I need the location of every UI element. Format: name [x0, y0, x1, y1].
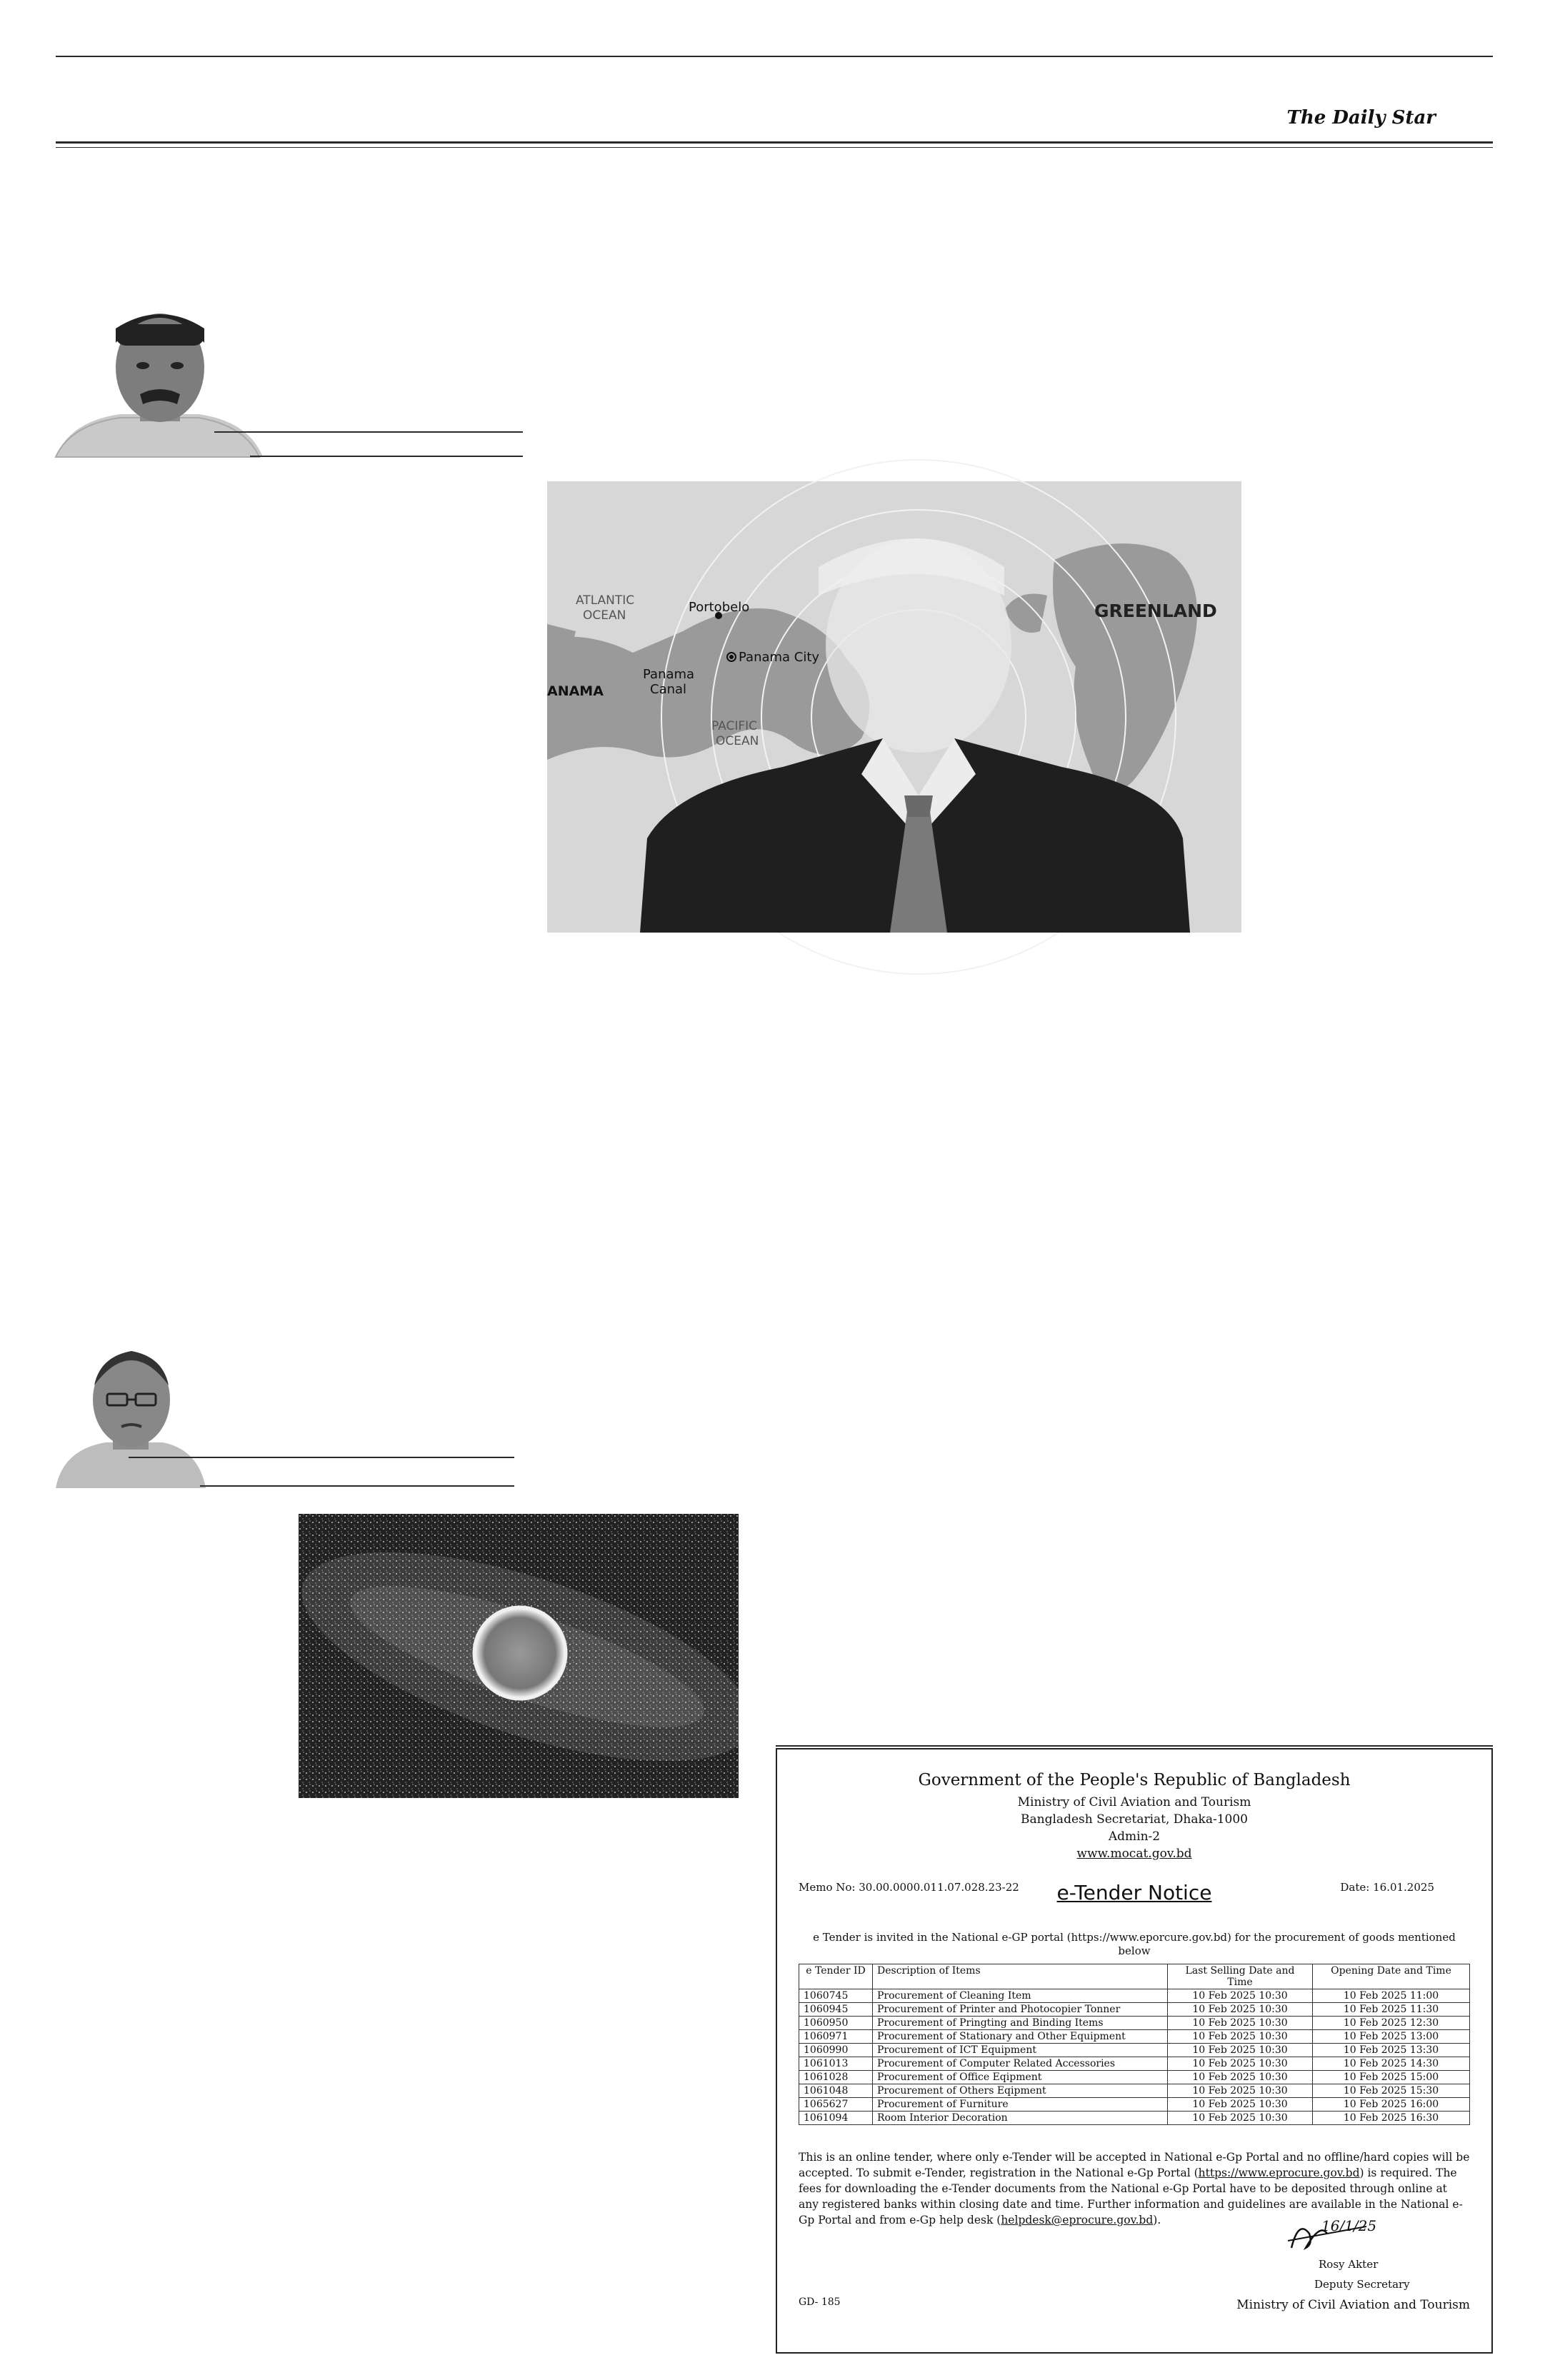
cell-id: 1061013	[799, 2057, 873, 2071]
table-row	[799, 2044, 1470, 2057]
cell-desc: Procurement of Office Eqipment	[873, 2071, 1168, 2084]
cell-open: 10 Feb 2025 12:30	[1313, 2017, 1470, 2030]
notice-body-text-3: ).	[1153, 2214, 1161, 2226]
col-tender-id: e Tender ID	[799, 1964, 873, 1989]
label-atlantic: ATLANTIC	[576, 593, 635, 608]
table-row	[799, 2084, 1470, 2098]
notice-body-text-1: This is an online tender, where only e-Tender will be accepted in National e-Gp Portal and no offline/hard copies will be accepted. To submit e-Tender, registration in the National e-Gp Portal (	[799, 2151, 1470, 2179]
header-rule-1	[56, 141, 1493, 144]
masthead-logo: The Daily Star	[1286, 107, 1436, 129]
cell-sell: 10 Feb 2025 10:30	[1168, 1989, 1313, 2003]
signature	[1284, 2212, 1377, 2255]
byline-rule-2a	[129, 1457, 514, 1458]
table-row	[799, 2017, 1470, 2030]
cell-id: 1061048	[799, 2084, 873, 2098]
cell-desc: Procurement of Furniture	[873, 2098, 1168, 2112]
col-description: Description of Items	[873, 1964, 1168, 1989]
byline-rule-2b	[200, 1485, 514, 1487]
cell-sell: 10 Feb 2025 10:30	[1168, 2057, 1313, 2071]
helpdesk-email-link[interactable]: helpdesk@eprocure.gov.bd	[1001, 2214, 1154, 2226]
signature-date: 16/1/25	[1321, 2217, 1377, 2234]
byline-rule-1b	[250, 456, 523, 457]
gd-number: GD- 185	[799, 2296, 841, 2308]
table-row	[799, 2098, 1470, 2112]
signer-name: Rosy Akter	[1319, 2258, 1379, 2271]
cell-sell: 10 Feb 2025 10:30	[1168, 2098, 1313, 2112]
cell-open: 10 Feb 2025 14:30	[1313, 2057, 1470, 2071]
cell-open: 10 Feb 2025 11:30	[1313, 2003, 1470, 2017]
cell-sell: 10 Feb 2025 10:30	[1168, 2017, 1313, 2030]
col-last-selling: Last Selling Date and Time	[1168, 1964, 1313, 1989]
cell-open: 10 Feb 2025 16:30	[1313, 2112, 1470, 2125]
table-row	[799, 2057, 1470, 2071]
cell-desc: Procurement of Others Eqipment	[873, 2084, 1168, 2098]
cell-desc: Procurement of ICT Equipment	[873, 2044, 1168, 2057]
space-debris-photo	[299, 1514, 739, 1798]
signer-ministry: Ministry of Civil Aviation and Tourism	[1236, 2298, 1470, 2312]
notice-title: e-Tender Notice	[1056, 1881, 1212, 1904]
label-panama-city: Panama City	[739, 650, 820, 665]
cell-desc: Procurement of Cleaning Item	[873, 1989, 1168, 2003]
cell-sell: 10 Feb 2025 10:30	[1168, 2003, 1313, 2017]
label-canal: Canal	[650, 682, 687, 697]
byline-rule-1a	[214, 431, 523, 433]
tender-notice	[776, 1748, 1493, 2354]
notice-date: Date: 16.01.2025	[1340, 1881, 1434, 1894]
notice-intro: e Tender is invited in the National e-GP portal (https://www.eporcure.gov.bd) for the procurement of goods mentioned below	[813, 1931, 1456, 1957]
notice-memo: Memo No: 30.00.0000.011.07.028.23-22	[799, 1881, 1019, 1894]
cell-desc: Procurement of Computer Related Accessories	[873, 2057, 1168, 2071]
author-portrait-2	[56, 1335, 206, 1488]
label-portobelo: Portobelo	[689, 600, 750, 615]
cell-id: 1060990	[799, 2044, 873, 2057]
cell-id: 1060945	[799, 2003, 873, 2017]
notice-government: Government of the People's Republic of Bangladesh	[918, 1771, 1351, 1789]
notice-address: Bangladesh Secretariat, Dhaka-1000	[1021, 1812, 1248, 1827]
label-anama: ANAMA	[547, 683, 604, 699]
eprocure-link[interactable]: https://www.eprocure.gov.bd	[1198, 2166, 1360, 2179]
tender-table	[799, 1964, 1470, 2125]
cell-open: 10 Feb 2025 15:30	[1313, 2084, 1470, 2098]
top-rule	[56, 56, 1493, 57]
label-pacific: PACIFIC	[711, 719, 758, 733]
notice-body-text-2: ) is required. The fees for downloading the e-Tender documents from the National e-Gp Portal have to be deposited through online at any registered banks within closing date and time. Further information and guidelines are available in the National e-Gp Portal and from e-Gp help desk (	[799, 2166, 1463, 2226]
label-greenland: GREENLAND	[1094, 601, 1217, 621]
cell-open: 10 Feb 2025 15:00	[1313, 2071, 1470, 2084]
table-row	[799, 2071, 1470, 2084]
cell-open: 10 Feb 2025 11:00	[1313, 1989, 1470, 2003]
notice-top-rule	[776, 1745, 1493, 1747]
cell-open: 10 Feb 2025 13:30	[1313, 2044, 1470, 2057]
cell-id: 1060745	[799, 1989, 873, 2003]
cell-open: 10 Feb 2025 13:00	[1313, 2030, 1470, 2044]
cell-desc: Procurement of Printer and Photocopier Tonner	[873, 2003, 1168, 2017]
author-portrait	[56, 300, 263, 457]
cell-sell: 10 Feb 2025 10:30	[1168, 2030, 1313, 2044]
table-row	[799, 2003, 1470, 2017]
cell-id: 1060971	[799, 2030, 873, 2044]
cell-sell: 10 Feb 2025 10:30	[1168, 2084, 1313, 2098]
cell-sell: 10 Feb 2025 10:30	[1168, 2044, 1313, 2057]
cell-sell: 10 Feb 2025 10:30	[1168, 2071, 1313, 2084]
notice-website-link[interactable]: www.mocat.gov.bd	[1076, 1847, 1192, 1861]
cell-desc: Procurement of Stationary and Other Equipment	[873, 2030, 1168, 2044]
notice-section: Admin-2	[1108, 1829, 1161, 1844]
cell-open: 10 Feb 2025 16:00	[1313, 2098, 1470, 2112]
cell-id: 1061028	[799, 2071, 873, 2084]
cell-id: 1060950	[799, 2017, 873, 2030]
label-ocean-1: OCEAN	[583, 608, 626, 623]
table-row	[799, 2030, 1470, 2044]
cell-id: 1065627	[799, 2098, 873, 2112]
col-opening: Opening Date and Time	[1313, 1964, 1470, 1989]
cell-id: 1061094	[799, 2112, 873, 2125]
cell-sell: 10 Feb 2025 10:30	[1168, 2112, 1313, 2125]
label-ocean-2: OCEAN	[716, 734, 759, 748]
cell-desc: Room Interior Decoration	[873, 2112, 1168, 2125]
label-panama: Panama	[643, 667, 695, 682]
header-rule-2	[56, 147, 1493, 148]
map-illustration	[547, 481, 1241, 933]
signer-designation: Deputy Secretary	[1314, 2278, 1410, 2291]
table-row	[799, 1989, 1470, 2003]
notice-ministry: Ministry of Civil Aviation and Tourism	[1017, 1795, 1251, 1809]
cell-desc: Procurement of Pringting and Binding Items	[873, 2017, 1168, 2030]
table-row	[799, 2112, 1470, 2125]
tender-table-header	[799, 1964, 1470, 1989]
